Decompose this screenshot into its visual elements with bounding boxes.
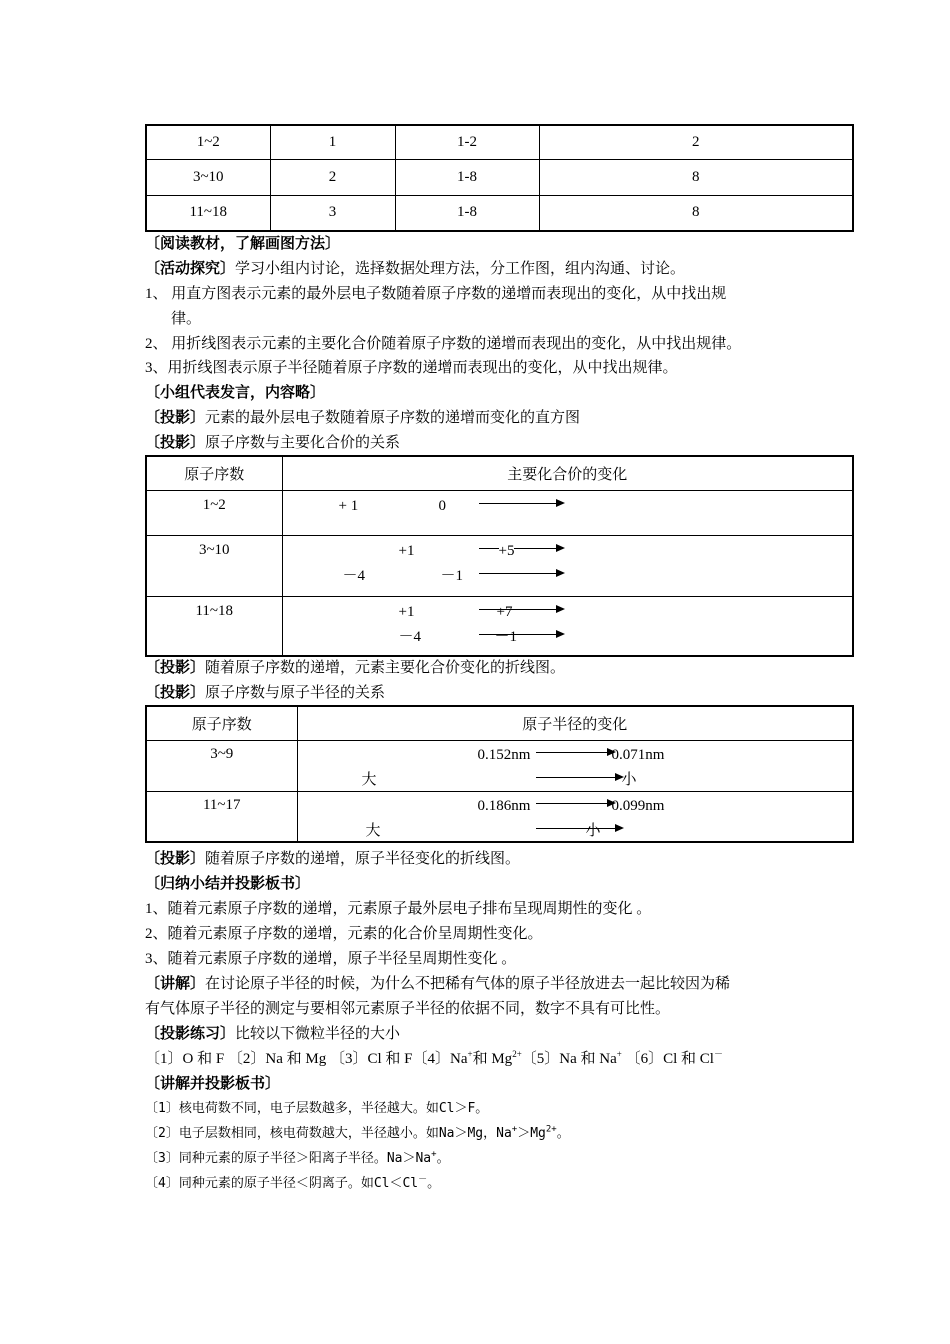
table-cell: 8 (539, 159, 853, 195)
header-radius-change: 原子半径的变化 (297, 706, 853, 740)
activity-label: 〔活动探究〕 (145, 261, 236, 277)
projection-label: 〔投影〕 (145, 685, 206, 701)
table-cell: 3 (270, 195, 395, 231)
radius-cell (297, 740, 853, 791)
rule-1: 〔1〕核电荷数不同，电子层数越多，半径越大。如Cl＞F。 (145, 1101, 489, 1116)
valence-cell (282, 596, 853, 656)
projection-line-3 (145, 658, 565, 678)
superscript: － (713, 1049, 723, 1059)
table-cell: 1~2 (146, 125, 270, 159)
exercise-text: 比较以下微粒半径的大小 (235, 1026, 401, 1042)
size-big: 大 (365, 822, 381, 839)
projection-text: 原子序数与原子半径的关系 (205, 685, 386, 701)
arrow-icon (536, 777, 622, 778)
electron-layer-table (145, 124, 854, 232)
rule-4 (145, 1174, 440, 1194)
range-cell: 1~2 (146, 490, 282, 535)
activity-line (145, 259, 685, 279)
radius-start: 0.152nm (477, 746, 531, 763)
radius-end: 0.099nm (611, 797, 665, 814)
projection-line-1 (145, 408, 580, 428)
projection-text: 随着原子序数的递增，原子半径变化的折线图。 (205, 851, 521, 867)
projection-label: 〔投影〕 (145, 410, 206, 426)
explanation-line-2: 有气体原子半径的测定与要相邻元素原子半径的依据不同，数字不具有可比性。 (145, 1001, 671, 1017)
table-row (146, 596, 853, 656)
table-row (146, 159, 853, 195)
projection-line-2 (145, 433, 400, 453)
exercise-part: 和 Mg (472, 1051, 513, 1067)
superscript: + (467, 1049, 473, 1059)
size-small: 小 (621, 771, 637, 788)
arrow-icon (479, 503, 563, 504)
projection-text: 元素的最外层电子数随着原子序数的递增而变化的直方图 (205, 410, 581, 426)
heading-board-notes: 〔讲解并投影板书〕 (145, 1076, 281, 1092)
table-cell: 8 (539, 195, 853, 231)
projection-line-5 (145, 849, 520, 869)
valence-positive-end: +5 (498, 542, 515, 559)
task-item-2: 2、 用折线图表示元素的主要化合价随着原子序数的递增而表现出的变化，从中找出规律。 (145, 336, 742, 352)
projection-text: 原子序数与主要化合价的关系 (205, 435, 401, 451)
atomic-radius-table (145, 705, 854, 843)
table-cell: 11~18 (146, 195, 270, 231)
exercise-part: 〔6〕Cl 和 Cl (621, 1051, 714, 1067)
range-cell: 3~9 (146, 740, 297, 791)
radius-end: 0.071nm (611, 746, 665, 763)
valence-positive-end: +7 (496, 603, 513, 620)
arrow-icon (536, 828, 622, 829)
projection-text: 随着原子序数的递增，元素主要化合价变化的折线图。 (205, 660, 566, 676)
exercise-part: 〔1〕O 和 F 〔2〕Na 和 Mg 〔3〕Cl 和 F〔4〕Na (145, 1051, 468, 1067)
valence-cell (282, 535, 853, 596)
heading-group-speech: 〔小组代表发言，内容略〕 (145, 385, 326, 401)
summary-item-2: 2、随着元素原子序数的递增，元素的化合价呈周期性变化。 (145, 926, 543, 942)
table-row (146, 490, 853, 535)
arrow-icon (536, 803, 614, 804)
range-cell: 11~18 (146, 596, 282, 656)
task-item-1-line-2: 律。 (171, 311, 202, 327)
exercise-line (145, 1024, 400, 1044)
table-cell: 1-8 (395, 159, 539, 195)
valence-table (145, 455, 854, 657)
table-row (146, 535, 853, 596)
rule-2 (145, 1124, 570, 1144)
task-item-3: 3、用折线图表示原子半径随着原子序数的递增而表现出的变化，从中找出规律。 (145, 360, 678, 376)
table-header-row (146, 456, 853, 490)
explanation-text: 在讨论原子半径的时候，为什么不把稀有气体的原子半径放进去一起比较因为稀 (205, 976, 731, 992)
projection-line-4 (145, 683, 385, 703)
superscript: + (616, 1049, 622, 1059)
range-cell: 3~10 (146, 535, 282, 596)
projection-label: 〔投影〕 (145, 435, 206, 451)
rule-part: 。 (436, 1151, 450, 1166)
table-cell: 1 (270, 125, 395, 159)
heading-summary: 〔归纳小结并投影板书〕 (145, 876, 311, 892)
projection-label: 〔投影〕 (145, 851, 206, 867)
arrow-icon (479, 634, 563, 635)
table-cell: 2 (270, 159, 395, 195)
radius-cell (297, 791, 853, 842)
table-cell: 3~10 (146, 159, 270, 195)
size-small: 小 (585, 822, 601, 839)
radius-start: 0.186nm (477, 797, 531, 814)
valence-start: + 1 (338, 497, 359, 514)
arrow-icon (479, 573, 563, 574)
valence-cell (282, 490, 853, 535)
valence-negative-start: －4 (398, 628, 422, 645)
arrow-icon (479, 609, 563, 610)
valence-end: 0 (438, 497, 446, 514)
projection-label: 〔投影〕 (145, 660, 206, 676)
valence-negative-end: －1 (440, 567, 464, 584)
task-item-1-line-1: 1、 用直方图表示元素的最外层电子数随着原子序数的递增而表现出的变化，从中找出规 (145, 286, 727, 302)
valence-positive-start: +1 (398, 603, 415, 620)
summary-item-1: 1、随着元素原子序数的递增，元素原子最外层电子排布呈现周期性的变化 。 (145, 901, 652, 917)
arrow-icon (479, 548, 563, 549)
table-row (146, 125, 853, 159)
valence-positive-start: +1 (398, 542, 415, 559)
header-atomic-number: 原子序数 (146, 456, 282, 490)
rule-part: 。 (556, 1126, 570, 1141)
valence-negative-end: －1 (494, 628, 518, 645)
rule-part: 〔2〕电子层数相同，核电荷数越大，半径越小。如Na＞Mg，Na (145, 1126, 512, 1141)
size-big: 大 (361, 771, 377, 788)
superscript: + (431, 1149, 437, 1160)
activity-text: 学习小组内讨论，选择数据处理方法，分工作图，组内沟通、讨论。 (235, 261, 686, 277)
summary-item-3: 3、随着元素原子序数的递增，原子半径呈周期性变化 。 (145, 951, 517, 967)
table-row (146, 740, 853, 791)
header-atomic-number: 原子序数 (146, 706, 297, 740)
header-valence-change: 主要化合价的变化 (282, 456, 853, 490)
table-cell: 2 (539, 125, 853, 159)
table-header-row (146, 706, 853, 740)
rule-part: 〔4〕同种元素的原子半径＜阴离子。如Cl＜Cl (145, 1176, 419, 1191)
explanation-label: 〔讲解〕 (145, 976, 206, 992)
rule-3 (145, 1149, 450, 1169)
exercise-label: 〔投影练习〕 (145, 1026, 236, 1042)
superscript: 2+ (545, 1124, 557, 1135)
arrow-icon (536, 752, 614, 753)
rule-part: ＞Mg (517, 1126, 546, 1141)
table-row (146, 791, 853, 842)
heading-read-textbook: 〔阅读教材，了解画图方法〕 (145, 236, 341, 252)
superscript: + (511, 1124, 518, 1135)
exercise-part: 〔5〕Na 和 Na (521, 1051, 617, 1067)
valence-negative-start: －4 (342, 567, 366, 584)
table-row (146, 195, 853, 231)
rule-part: 〔3〕同种元素的原子半径＞阳离子半径。Na＞Na (145, 1151, 432, 1166)
superscript: － (418, 1174, 428, 1185)
rule-part: 。 (427, 1176, 441, 1191)
table-cell: 1-8 (395, 195, 539, 231)
explanation-line-1 (145, 974, 730, 994)
exercise-items (145, 1049, 723, 1069)
range-cell: 11~17 (146, 791, 297, 842)
superscript: 2+ (512, 1049, 522, 1059)
table-cell: 1-2 (395, 125, 539, 159)
